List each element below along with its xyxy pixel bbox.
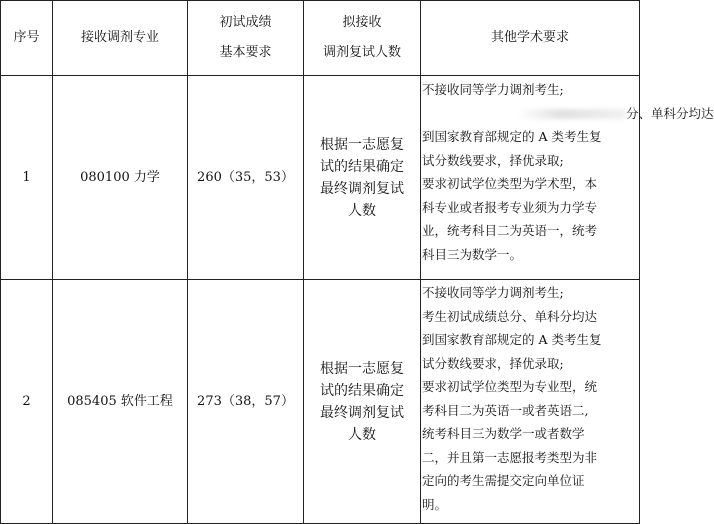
row1-major: 080100 力学 <box>80 169 160 185</box>
req-line: 到国家教育部规定的 A 类考生复 <box>422 129 602 144</box>
col-divider-4 <box>420 0 421 524</box>
header-other: 其他学术要求 <box>490 29 569 45</box>
row2-plan-line: 根据一志愿复 <box>320 360 404 377</box>
req-line: 定向的考生需提交定向单位证 <box>422 473 585 488</box>
req-line: 统考科目三为数学一或者数学 <box>422 426 585 441</box>
row2-requirements <box>422 281 636 516</box>
row2-plan-line: 最终调剂复试 <box>320 404 404 421</box>
header-score-line1: 初试成绩 <box>219 14 272 30</box>
req-line: 不接收同等学力调剂考生; <box>422 285 564 300</box>
row1-requirements <box>422 78 714 266</box>
req-line: 要求初试学位类型为专业型，统 <box>422 379 598 394</box>
row2-plan <box>304 280 420 523</box>
req-line: 明。 <box>422 496 448 512</box>
req-line-redacted <box>422 102 714 126</box>
header-score-line2: 基本要求 <box>219 44 272 60</box>
req-line: 要求初试学位类型为学术型，本 <box>422 176 598 191</box>
req-line: 业，统考科目二为英语一，统考 <box>422 223 598 238</box>
row2-no: 2 <box>22 393 31 409</box>
req-line: 到国家教育部规定的 A 类考生复 <box>422 332 602 347</box>
redaction-blur <box>518 109 626 119</box>
row1-plan <box>304 76 420 279</box>
row2-plan-line: 试的结果确定 <box>320 382 404 399</box>
header-plan-line1: 拟接收 <box>342 14 382 30</box>
header-plan <box>304 0 420 75</box>
row1-plan-line: 最终调剂复试 <box>320 180 404 197</box>
req-line: 考科目二为英语一或者英语二, <box>422 402 589 418</box>
row1-score: 260（35，53） <box>197 169 294 185</box>
req-line: 科目三为数学一。 <box>422 246 523 262</box>
req-line: 考生初试成绩总分、单科分均达 <box>422 308 598 324</box>
req-line: 科专业或者报考专业须为力学专 <box>422 199 598 215</box>
row1-no: 1 <box>22 169 31 185</box>
header-score <box>188 0 303 75</box>
row2-major: 085405 软件工程 <box>67 393 173 409</box>
header-major: 接收调剂专业 <box>80 29 159 45</box>
row1-plan-line: 试的结果确定 <box>320 158 404 175</box>
req-line: 试分数线要求，择优录取; <box>422 152 564 168</box>
row1-plan-line: 根据一志愿复 <box>320 136 404 153</box>
row1-plan-line: 人数 <box>348 202 376 219</box>
req-line: 试分数线要求，择优录取; <box>422 355 564 371</box>
table-border-right <box>639 0 640 524</box>
req-line: 二，并且第一志愿报考类型为非 <box>422 449 598 465</box>
row2-plan-line: 人数 <box>348 426 376 443</box>
req-line: 不接收同等学力调剂考生; <box>422 82 564 97</box>
header-plan-line2: 调剂复试人数 <box>322 44 401 60</box>
req-line-tail: 分、单科分均达 <box>626 105 714 121</box>
row2-score: 273（38，57） <box>197 393 294 409</box>
header-no: 序号 <box>13 29 40 45</box>
